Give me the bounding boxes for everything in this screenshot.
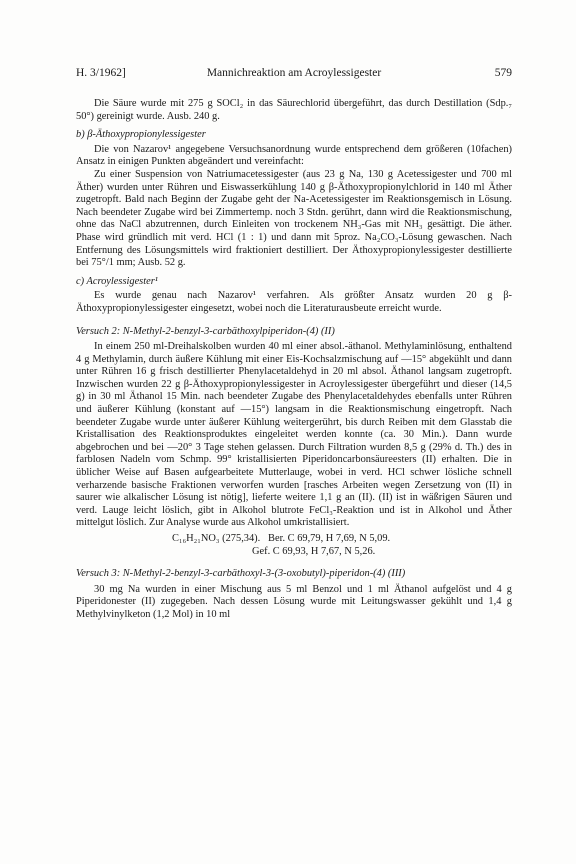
paragraph: 30 mg Na wurden in einer Mischung aus 5 ml Benzol und 1 ml Äthanol aufgelöst und 4 g Piperidonester (II) zugegeben. Nach dessen Lösung wurde mit Leitungswasser gekühlt und 1,4 g Methylvinylketon (1,2 Mol) in 10 ml	[76, 583, 512, 620]
elemental-analysis-found: Gef. C 69,93, H 7,67, N 5,26.	[252, 545, 376, 557]
elemental-analysis-calc: C₁₆H₂₁NO₃ (275,34). Ber. C 69,79, H 7,69, N 5,09.	[172, 533, 391, 544]
subsection-heading: b) β-Äthoxypropionylessigester	[76, 129, 206, 141]
experiment-heading: Versuch 3: N-Methyl-2-benzyl-3-carbäthoxyl-3-(3-oxobutyl)-piperidon-(4) (III)	[76, 568, 406, 580]
paragraph: In einem 250 ml-Dreihalskolben wurden 40 ml einer absol.-äthanol. Methylaminlösung, enthaltend 4 g Methylamin, durch äußere Kühlung mit einer Eis-Kochsalzmischung auf —15° abgekühlt und dann unter Rühren 16 g frisch destillierter Phenylacetaldehyd in 20 ml absol. Äthanol langsam zugetropft. Inzwischen wurden 22 g β-Äthoxypropionylessigester in Acroylessigester übergeführt und dieser (14,5 g) in 30 ml Äthanol 15 Min. nach beendeter Zugabe des Phenylacetaldehydes ebenfalls unter Rühren und äußerer Kühlung (konstant auf —15°) langsam in die Reaktionsmischung eingetropft. Nach beendeter Zugabe wurde unter äußerer Kühlung weitergerührt, bis durch Reiben mit dem Glasstab die Kristallisation des Reaktionsproduktes eingeleitet werden konnte (ca. 30 Min.). Dann wurde abgebrochen und bei —20° 3 Tage stehen gelassen. Durch Filtration wurden 8,5 g (29% d. Th.) des in farblosen Nadeln vom Schmp. 99° kristallisierten Piperidoncarbonsäureesters (II) erhalten. Die in üblicher Weise auf Basen aufgearbeitete Mutterlauge, wobei in verd. HCl schwer lösliche schnell verharzende basische Fraktionen verworfen wurden [rasches Arbeiten wegen Zersetzung von (II) in saurer wie alkalischer Lösung ist nötig], lieferte weitere 1,1 g an (II). (II) ist in wäßrigen Säuren und verd. Lauge leicht löslich, gibt in Alkohol blutrote FeCl₃-Reaktion und ist in Alkohol und Äther mittelgut löslich. Zur Analyse wurde aus Alkohol umkristallisiert.	[76, 341, 512, 529]
body-text	[76, 98, 512, 622]
journal-issue: H. 3/1962]	[76, 67, 126, 79]
paragraph: Die Säure wurde mit 275 g SOCl₂ in das Säurechlorid übergeführt, das durch Destillation (Sdp.₇ 50°) gereinigt wurde. Ausb. 240 g.	[76, 98, 512, 122]
paragraph: Es wurde genau nach Nazarov¹ verfahren. Als größter Ansatz wurden 20 g β-Äthoxypropionylessigester eingesetzt, wobei noch die Literaturausbeute erreicht wurde.	[76, 290, 512, 314]
paragraph: Zu einer Suspension von Natriumacetessigester (aus 23 g Na, 130 g Acetessigester und 700 ml Äther) wurden unter Rühren und Eiswasserkühlung 140 g β-Äthoxypropionylchlorid in 140 ml Äther zugetropft. Bald nach Beginn der Zugabe geht der Na-Acetessigester im Reaktionsgemisch in Lösung. Nach beendeter Zugabe wird bei Zimmertemp. noch 3 Stdn. gerührt, dann wird die Reaktionsmischung, ohne das NaCl abzutrennen, durch Einleiten von trockenem NH₃-Gas mit NH₃ gesättigt. Die äther. Phase wird gründlich mit verd. HCl (1 : 1) und dann mit 5proz. Na₂CO₃-Lösung gewaschen. Nach Entfernung des Lösungsmittels wird fraktioniert destilliert. Der Äthoxypropionylessigester destillierte bei 75°/1 mm; Ausb. 52 g.	[76, 168, 512, 269]
running-header	[76, 67, 512, 83]
experiment-heading: Versuch 2: N-Methyl-2-benzyl-3-carbäthoxylpiperidon-(4) (II)	[76, 325, 335, 337]
running-title: Mannichreaktion am Acroylessigester	[206, 67, 382, 79]
page-number: 579	[494, 67, 512, 79]
subsection-heading: c) Acroylessigester¹	[76, 275, 158, 287]
paragraph: Die von Nazarov¹ angegebene Versuchsanordnung wurde entsprechend dem größeren (10fachen) Ansatz in einigen Punkten abgeändert und vereinfacht:	[76, 143, 512, 168]
